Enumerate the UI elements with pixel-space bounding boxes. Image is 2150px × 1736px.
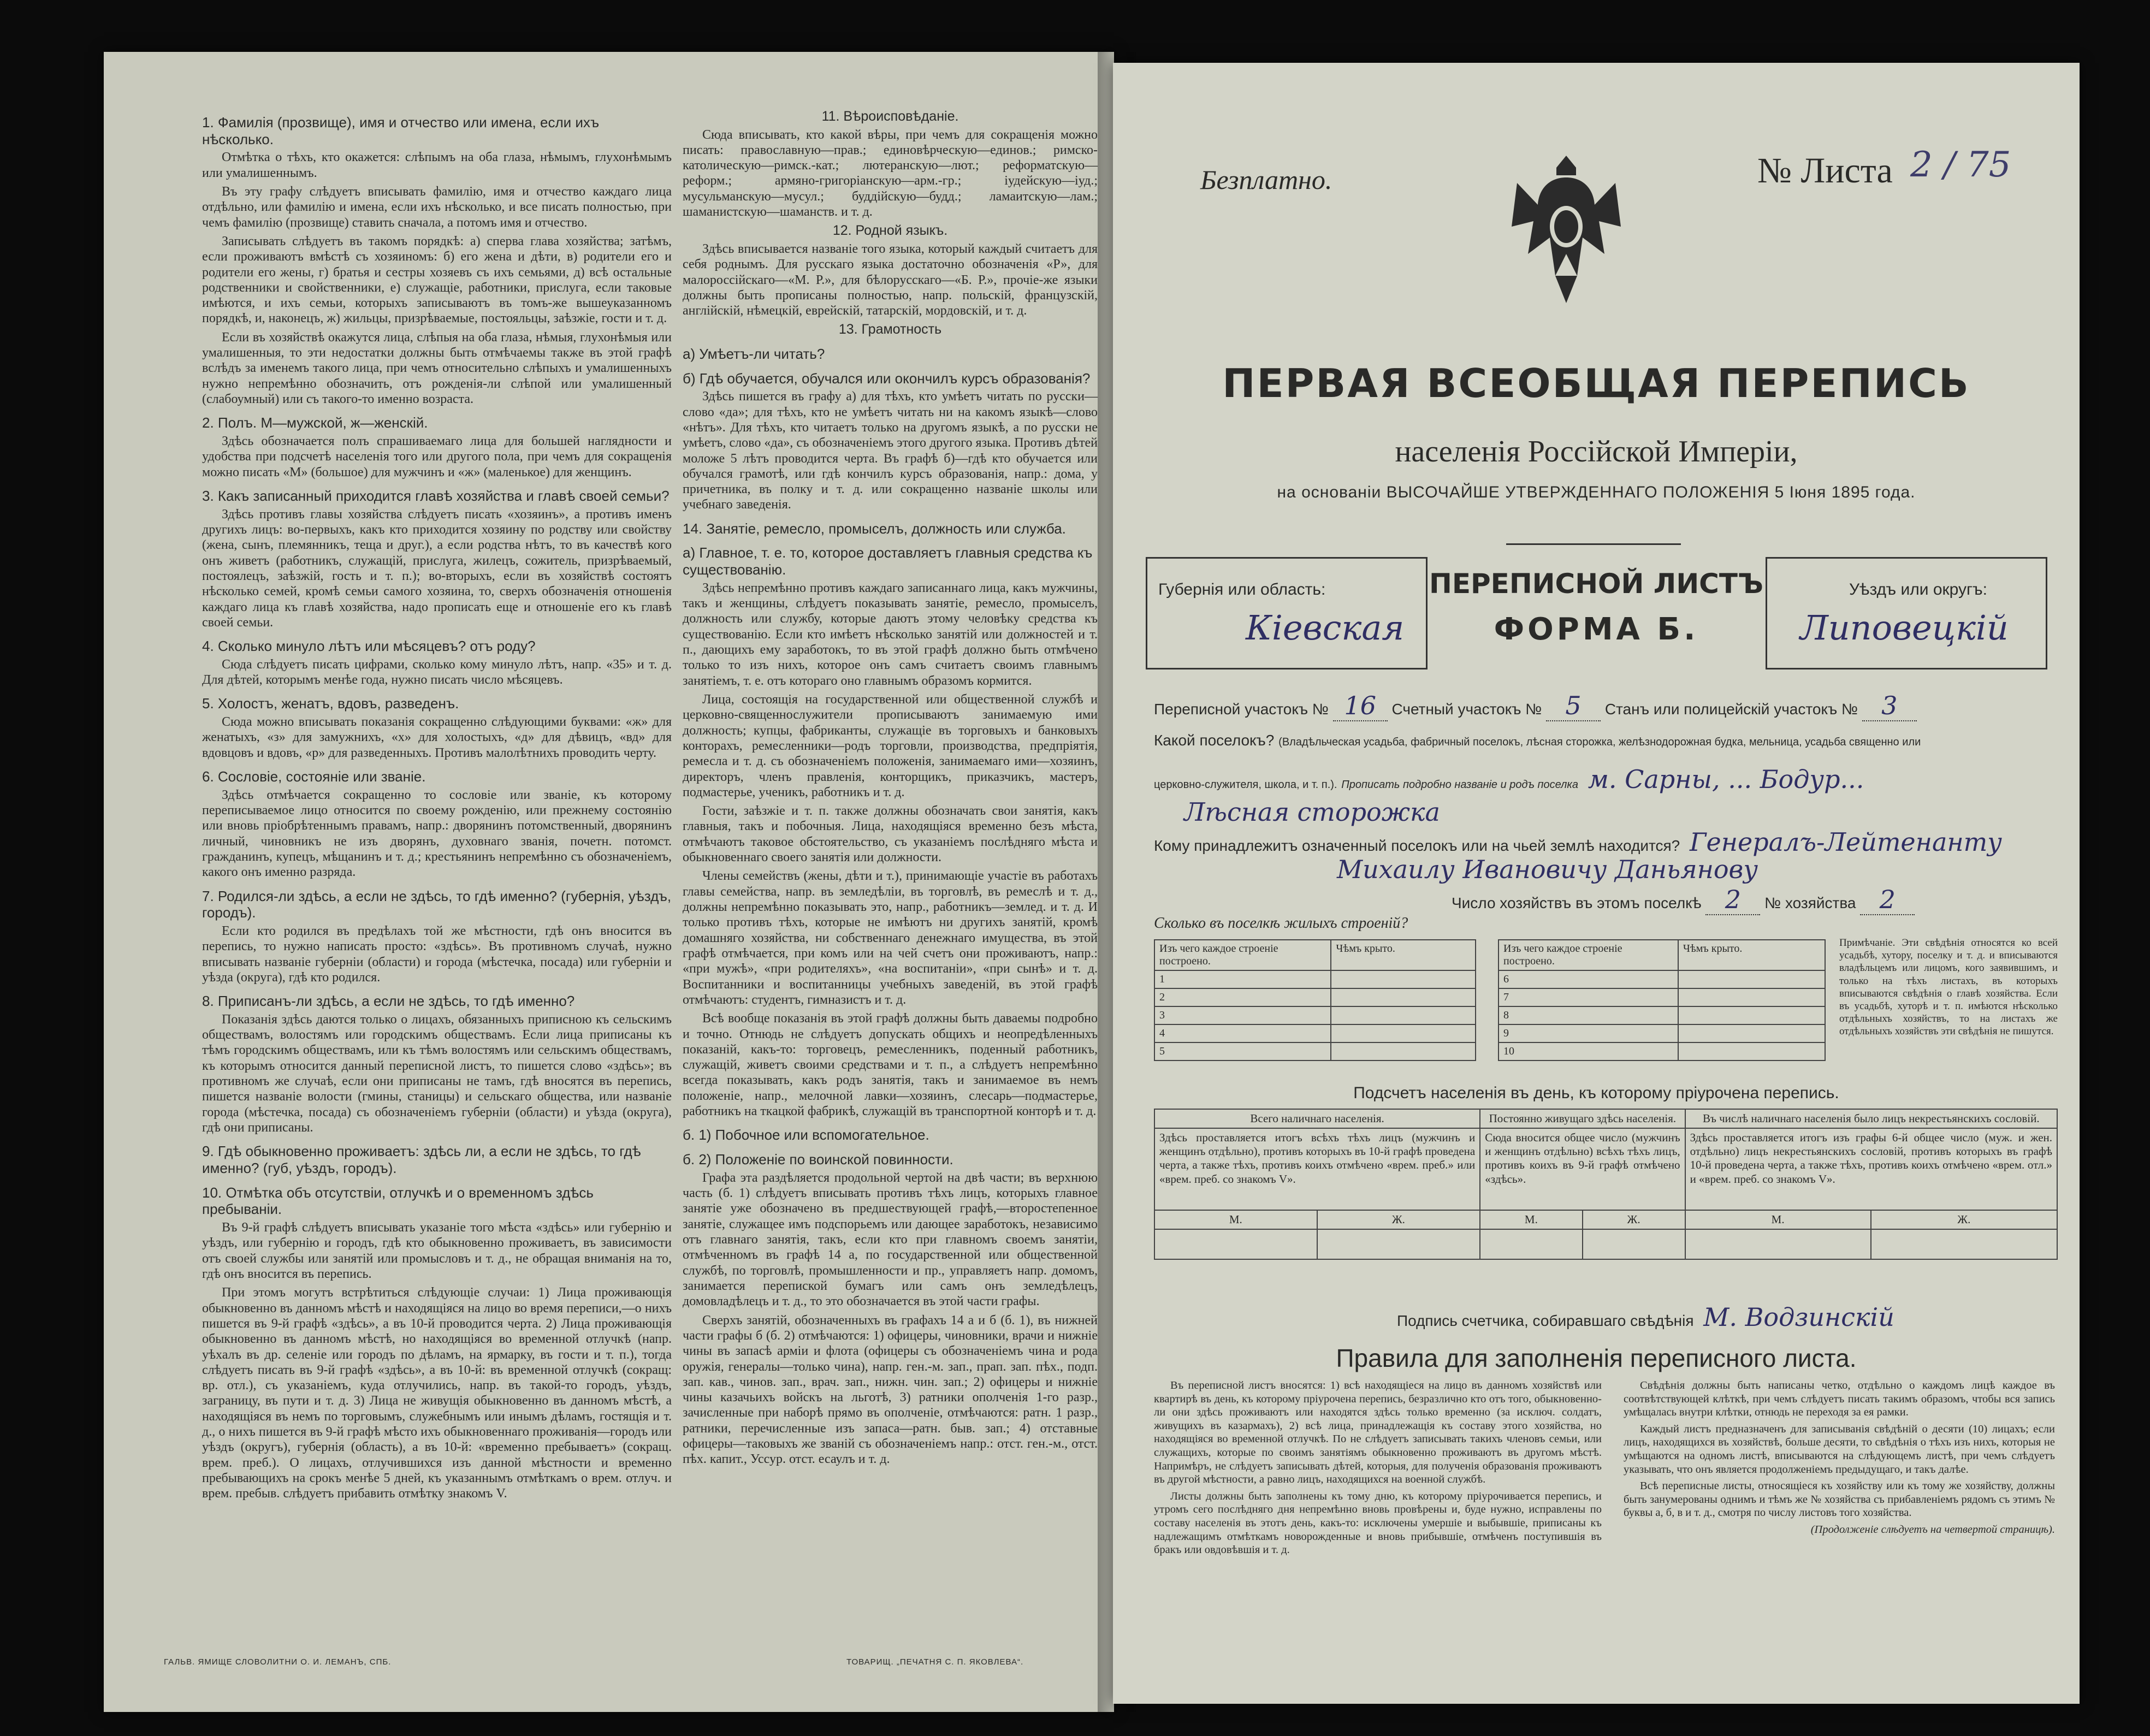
rules-column-2 [1624,1379,2055,1540]
left-page [104,52,1114,1712]
paragraph: Члены семействъ (жены, дѣти и т.), принимающіе участіе въ работахъ главы семейства, напр. въ земледѣліи, въ торговлѣ, въ ремеслѣ и т. д., должны непремѣнно показывать это, напр., работникъ—землед. и т. д. И только противъ тѣхъ, которые не имѣютъ ни другихъ занятій, кромѣ домашняго хозяйства, ни собственнаго денежнаго имущества, въ этой графѣ отмѣчается, при комъ или на чей счетъ они проживаютъ, напр.: «при мужѣ», «при родителяхъ», «на воспитаніи», «при сынѣ» и т. д. Воспитанники и воспитанницы учебныхъ заведеній, въ этой графѣ отмѣчаютъ: студентъ, гимназистъ и т. д. [683,869,1098,1007]
continuation-note: (Продолженіе слѣдуетъ на четвертой страницѣ). [1810,1523,2055,1536]
houses-col-roof: Чѣмъ крыто. [1331,940,1476,970]
page-title: ПЕРВАЯ ВСЕОБЩАЯ ПЕРЕПИСЬ [1222,360,1970,406]
count-desc-total: Здѣсь проставляется итогъ всѣхъ тѣхъ лицъ (мужчинъ и женщинъ отдѣльно), противъ которыхъ въ 10-й графѣ проведена черта, а также тѣхъ, противъ коихъ отмѣчено «врем. преб.» или «врем. преб. со знакомъ V». [1154,1128,1480,1210]
household-number-value: 2 [1860,885,1915,915]
count-zh-3: Ж. [1871,1210,2057,1229]
paragraph: Здѣсь отмѣчается сокращенно то сословіе или званіе, къ которому переписываемое лицо относится по своему рожденію, или прежнему состоянію или вновь пріобрѣтеннымъ правамъ, напр.: дворянинъ потомственный, дворянинъ личный, чиновникъ не изъ дворянъ, духовнаго званія, почетн. потомст. гражданинъ, купецъ, мѣщанинъ и т. д.; крестьянинъ непремѣнно съ обозначеніемъ, какого онъ именно разряда. [202,787,672,880]
count-m-2: М. [1480,1210,1582,1229]
rules-paragraph: Листы должны быть заполнены къ тому дню, къ которому пріурочивается перепись, и утромъ сего послѣдняго дня непремѣнно вновь провѣрены и, буде нужно, исправлены по составу населенія въ этотъ день, какъ-то: исключены умершіе и выбывшіе, приписаны къ надлежащимъ отмѣткамъ новорожденные и вновь прибывшіе, отмѣченъ поступившія въ бракъ или овдовѣвшія и т. д. [1154,1490,1602,1556]
form-title: ПЕРЕПИСНОЙ ЛИСТЪ [1429,568,1763,600]
count-m-1: М. [1154,1210,1317,1229]
heading-13b: б) Гдѣ обучается, обучался или окончилъ курсъ образованія? [683,370,1091,387]
settlement-type-note: (Владѣльческая усадьба, фабричный поселокъ, лѣсная сторожка, желѣзнодорожная будка, мельница, усадьба священно или [1278,736,1921,748]
paragraph: Лица, состоящія на государственной или общественной службѣ и церковно-священнослужители прописываютъ занимаемую ими должность; купцы, фабриканты, служащіе въ торговыхъ и банковыхъ конторахъ, ремесленники—родъ торговли, производства, предпріятія, ремесла и т. д. съ обозначеніемъ положенія, занимаемаго ими—хозяинъ, директоръ, членъ правленія, конторщикъ, приказчикъ, мастеръ, подмастерье, ученикъ, работникъ и т. д. [683,692,1098,799]
heading-14a: а) Главное, т. е. то, которое доставляетъ главныя средства къ существованію. [683,544,1093,578]
census-district-row [1154,691,1917,721]
houses-row-9: 9 [1499,1024,1678,1042]
household-number-label: № хозяйства [1764,894,1856,911]
sheet-number-value: 2 / 75 [1910,145,2011,185]
census-district-label: Переписной участокъ № [1154,701,1329,718]
census-district-value: 16 [1333,691,1388,721]
houses-row-7: 7 [1499,988,1678,1006]
signature-value: М. Водзинскій [1703,1302,1894,1332]
page-subtitle-2: на основаніи ВЫСОЧАЙШЕ УТВЕРЖДЕННАГО ПОЛОЖЕНІЯ 5 Іюня 1895 года. [1277,483,1916,501]
sub-heading-b2: б. 2) Положеніе по воинской повинности. [683,1151,953,1168]
count-m-3: М. [1685,1210,1871,1229]
heading-7: 7. Родился-ли здѣсь, а если не здѣсь, то гдѣ именно? (губернія, уѣздъ, городъ). [202,887,672,921]
households-count-value: 2 [1705,885,1760,915]
houses-table-left [1154,939,1476,1061]
heading-14: 14. Занятіе, ремесло, промыселъ, должность или служба. [683,520,1066,537]
sub-heading-b1: б. 1) Побочное или вспомогательное. [683,1127,929,1143]
houses-col-material: Изъ чего каждое строеніе построено. [1154,940,1331,970]
counting-district-value: 5 [1546,691,1601,721]
instructions-column-2 [683,106,1098,1471]
police-district-label: Станъ или полицейскій участокъ № [1604,701,1858,718]
heading-6: 6. Сословіе, состояніе или званіе. [202,768,426,785]
guberniya-label: Губернія или область: [1158,580,1326,599]
houses-row-4: 4 [1154,1024,1331,1042]
right-page [1113,63,2080,1704]
owner-label: Кому принадлежитъ означенный поселокъ или на чьей землѣ находится? [1154,837,1680,854]
uezd-label: Уѣздъ или округъ: [1849,580,1988,599]
paragraph: Здѣсь противъ главы хозяйства слѣдуетъ писать «хозяинъ», а противъ именъ другихъ лицъ: во-первыхъ, какъ кто приходится хозяину по родству или свойству (жена, сынъ, племянникъ, теща и друг.), а если родства нѣтъ, то въ качествѣ кого онъ живетъ (работникъ, служащій, прислуга, жилецъ, сожитель, призрѣваемый, постоялецъ, заѣзжій, гость и т. п.); во-вторыхъ, если въ хозяйствѣ состоятъ нѣсколько семей, кромѣ семьи самого хозяина, то, сверхъ обозначенія отношенія каждаго лица къ главѣ хозяйства, надо прописать еще и отношеніе его къ главѣ своей семьи. [202,507,672,630]
houses-note: Примѣчаніе. Эти свѣдѣнія относятся ко всей усадьбѣ, хутору, поселку и т. д. и вписываются владѣльцемъ или лицомъ, кого заявившимъ, и только на тѣхъ листахъ, въ которыхъ вписываются свѣдѣнія о главѣ хозяйства. Если въ усадьбѣ, хуторѣ и т. п. имѣются нѣсколько отдѣльныхъ хозяйствъ, то на листахъ же отдѣльныхъ хозяйствъ эти свѣдѣнія не пишутся. [1839,937,2058,1038]
houses-row-8: 8 [1499,1006,1678,1024]
heading-3: 3. Какъ записанный приходится главѣ хозяйства и главѣ своей семьи? [202,487,670,504]
paragraph: Здѣсь обозначается полъ спрашиваемаго лица для большей наглядности и удобства при подсчетѣ населенія того или другого пола, при чемъ для сокращенія можно писать «М» (большое) для мужчинъ и «ж» (маленькое) для женщинъ. [202,434,672,479]
count-desc-non-peasant: Здѣсь проставляется итогъ изъ графы 6-й общее число (муж. и жен. отдѣльно) лицъ некрестьянскихъ сословій, противъ которыхъ въ графѣ 10-й проведена черта, а также тѣхъ, противъ коихъ отмѣчено «врем. отл.» и «врем. преб. со знакомъ V». [1685,1128,2057,1210]
heading-4: 4. Сколько минуло лѣтъ или мѣсяцевъ? отъ роду? [202,638,536,655]
paragraph: Сюда слѣдуетъ писать цифрами, сколько кому минуло лѣтъ, напр. «35» и т. д. Для дѣтей, которымъ менѣе года, нужно писать число мѣсяцевъ. [202,657,672,688]
paragraph: Сверхъ занятій, обозначенныхъ въ графахъ 14 а и б (б. 1), въ нижней части графы б (б. 2) отмѣчаются: 1) офицеры, чиновники, врачи и нижніе чины въ запасѣ арміи и флота (офицеры съ обозначеніемъ чина и рода оружія, генералы—только чина), напр. ген.-м. зап., прап. зап. пѣх., подп. зап. кав., чинов. зап., врач. зап., нижн. чин. зап.; 2) офицеры и нижніе чины казачьихъ войскъ на льготѣ, 3) ратники ополченія 1-го разр., зачисленные при наборѣ прямо въ ополченіе, отмѣчаются: ратн. 1 разр., ратники, перечисленные изъ запаса—ратн. быв. зап.; 4) отставные офицеры—таковыхъ же званій съ обозначеніемъ напр.: отст. ген.-м., отст. пѣх. капит., Уссур. отст. есаулъ и т. д. [683,1313,1098,1467]
houses-question: Сколько въ поселкѣ жилыхъ строеній? [1154,915,1408,932]
imperial-eagle-icon [1495,145,1637,309]
population-count-table [1154,1109,2058,1260]
paragraph: Если въ хозяйствѣ окажутся лица, слѣпыя на оба глаза, нѣмыя, глухонѣмыя или умалишенныя, то эти недостатки должны быть отмѣчаемы также въ этой графѣ вслѣдъ за именемъ такого лица, при чемъ относительно слѣпыхъ и умалишенныхъ нужно непремѣнно обозначить, отъ рожденія-ли слѣпой или умалишенный (слабоумный) или съ такого-то именно возраста. [202,330,672,407]
heading-1-sub: Отмѣтка о тѣхъ, кто окажется: слѣпымъ на оба глаза, нѣмымъ, глухонѣмымъ или умалишеннымъ. [202,150,672,180]
houses-row-6: 6 [1499,970,1678,988]
owner-value-2: Михаилу Ивановичу Даньянову [1337,855,1758,884]
settlement-name-label: Прописать подробно названіе и родъ поселка [1341,779,1578,791]
paragraph: Гости, заѣзжіе и т. п. также должны обозначать свои занятія, какъ главныя, такъ и побочныя. Лица, находящіяся временно безъ мѣста, отмѣчаютъ таковое обстоятельство, съ указаніемъ послѣдняго мѣста и обыкновеннаго своего занятія или должности. [683,804,1098,865]
owner-row [1154,827,2007,857]
paragraph: Всѣ вообще показанія въ этой графѣ должны быть даваемы подробно и точно. Отнюдь не слѣдуетъ допускать общихъ и неопредѣленныхъ показаній, какъ-то: торговецъ, ремесленникъ, поденный работникъ, служащій, живетъ своими средствами и т. п., а слѣдуетъ непремѣнно всегда показывать, какъ родъ занятія, такъ и занимаемое въ немъ положеніе, напр., мелочной лавки—хозяинъ, слесарь—подмастерье, работникъ на ткацкой фабрикѣ, служащій въ транспортной конторѣ и т. д. [683,1011,1098,1119]
counting-district-label: Счетный участокъ № [1391,701,1542,718]
houses-col-material-2: Изъ чего каждое строеніе построено. [1499,940,1678,970]
heading-10: 10. Отмѣтка объ отсутствіи, отлучкѣ и о временномъ здѣсь пребываніи. [202,1184,594,1218]
paragraph: Если кто родился въ предѣлахъ той же мѣстности, гдѣ онъ вносится въ перепись, то нужно написать просто: «здѣсь». Въ противномъ случаѣ, нужно вписывать названіе губерніи (области) и города (мѣстечка, посада) или губерніи и уѣзда (округа), гдѣ кто родился. [202,923,672,985]
houses-row-10: 10 [1499,1042,1678,1060]
owner-value: Генералъ-Лейтенанту [1690,827,2002,857]
settlement-name-row-2 [1178,797,1446,827]
settlement-type-label: Какой поселокъ? [1154,732,1275,749]
heading-1: 1. Фамилія (прозвище), имя и отчество или имена, если ихъ нѣсколько. [202,114,600,147]
houses-col-roof-2: Чѣмъ крыто. [1678,940,1825,970]
settlement-name-row [1154,765,1869,794]
count-zh-2: Ж. [1583,1210,1685,1229]
rules-title: Правила для заполненія переписного листа. [1336,1344,1857,1372]
owner-row-2 [1331,855,1763,884]
count-desc-resident: Сюда вносится общее число (мужчинъ и женщинъ отдѣльно) всѣхъ тѣхъ лицъ, противъ коихъ въ 9-й графѣ отмѣчено «здѣсь». [1480,1128,1685,1210]
houses-row-3: 3 [1154,1006,1331,1024]
heading-11: 11. Вѣроисповѣданіе. [821,109,959,124]
divider [1506,543,1681,545]
paragraph: При этомъ могутъ встрѣтиться слѣдующіе случаи: 1) Лица проживающія обыкновенно въ данномъ мѣстѣ и находящіяся на лицо во время переписи,—о нихъ пишется въ 9-й графѣ «здѣсь», а въ 10-й проводится черта. 2) Лица проживающія обыкновенно въ данномъ мѣстѣ, но находящіяся во временной отлучкѣ (напр. уѣхалъ въ др. селеніе или городъ по дѣламъ, на ярмарку, въ гости и т. п.), тогда слѣдуетъ писать въ 9-й графѣ «здѣсь», а въ 10-й: въ временной отлучкѣ (сокращ: вр. отл.), съ указаніемъ, куда отлучились, напр. въ такой-то городъ, уѣздъ, заграницу, въ пути и т. д. 3) Лица не живущія обыкновенно въ данномъ мѣстѣ, а находящіяся въ немъ по торговымъ, служебнымъ или инымъ дѣламъ, гостящія и т. д., о нихъ пишется въ 9-й графѣ мѣсто ихъ обыкновеннаго проживанія—городъ или уѣздъ (округъ), губернія (область), а въ 10-й: «временно пребываетъ» (сокращ. врем. преб.). О лицахъ, отлучившихся изъ данной мѣстности и временно пребывающихъ на срокъ менѣе 5 дней, къ указаннымъ отмѣткамъ о врем. отлуч. и врем. пребыв. слѣдуетъ прибавить отмѣтку знакомъ V. [202,1285,672,1501]
households-row [1452,885,1915,915]
paragraph: Здѣсь вписывается названіе того языка, который каждый считаетъ для себя роднымъ. Для русскаго языка достаточно обозначенія «Р», для малороссійскаго—«М. Р.», для бѣлорусскаго—«Б. Р.», прочіе-же языки должны быть прописаны полностью, напр. польскій, французскій, англійскій, нѣмецкій, еврейскій, татарскій, мордовскій, и т. д. [683,241,1098,318]
houses-row-2: 2 [1154,988,1331,1006]
rules-paragraph: Свѣдѣнія должны быть написаны четко, отдѣльно о каждомъ лицѣ каждое въ соотвѣтствующей клѣткѣ, при чемъ слѣдуетъ писать такимъ образомъ, чтобы вся запись умѣщалась внутри клѣтки, отнюдь не переходя за ея рамки. [1624,1379,2055,1419]
heading-8: 8. Приписанъ-ли здѣсь, а если не здѣсь, то гдѣ именно? [202,993,575,1010]
count-col-resident: Постоянно живущаго здѣсь населенія. [1480,1109,1685,1128]
instructions-column-1 [202,106,672,1505]
printer-credit-left: ГАЛЬВ. ЯМИЩЕ СЛОВОЛИТНИ О. И. ЛЕМАНЪ, СПБ. [164,1657,392,1667]
paragraph: Сюда вписывать, кто какой вѣры, при чемъ для сокращенія можно писать: православную—прав.; единовѣрческую—единов.; римско-католическую—римск.-кат.; лютеранскую—лют.; реформатскую—реформ.; армяно-григоріанскую—арм.-гр.; іудейскую—іуд.; мусульманскую—мусул.; буддійскую—будд.; ламаитскую—лам.; шаманистскую—шаманств. и т. д. [683,127,1098,220]
paragraph: Здѣсь пишется въ графу а) для тѣхъ, кто умѣетъ читать по русски—слово «да»; для тѣхъ, кто не умѣетъ читать ни на какомъ языкѣ—слово «нѣтъ». Для тѣхъ, кто читаетъ только на другомъ языкѣ, а по русски не умѣетъ, слово «да», съ обозначеніемъ этого другого языка. Противъ дѣтей моложе 5 лѣтъ проводится черта. Въ графѣ б)—гдѣ кто обучается или обучался грамотѣ, или гдѣ кончилъ курсъ образованія, напр.: дома, у причетника, въ полку и т. д. или сокращенно названіе школы или учебнаго заведенія. [683,389,1098,512]
houses-table-right [1498,939,1826,1061]
heading-12: 12. Родной языкъ. [832,223,948,239]
sheet-number-label: № Листа [1757,151,1893,191]
heading-13a: а) Умѣетъ-ли читать? [683,345,825,362]
paragraph: Сюда можно вписывать показанія сокращенно слѣдующими буквами: «ж» для женатыхъ, «з» для замужнихъ, «х» для холостыхъ, «д» для дѣвицъ, «вд» для вдовцовъ и вдовъ, «р» для разведенныхъ. Противъ малолѣтнихъ проводить черту. [202,715,672,760]
signature-row [1397,1302,1900,1332]
count-col-non-peasant: Въ числѣ наличнаго населенія было лицъ некрестьянскихъ сословій. [1685,1109,2057,1128]
signature-label: Подпись счетчика, собиравшаго свѣдѣнія [1397,1312,1694,1329]
population-count-heading: Подсчетъ населенія въ день, къ которому пріурочена перепись. [1353,1084,1839,1102]
free-label: Безплатно. [1200,164,1332,195]
rules-column-1 [1154,1379,1602,1560]
page-subtitle: населенія Россійской Имперіи, [1395,435,1798,469]
rules-paragraph: Каждый листъ предназначенъ для записыванія свѣдѣній о десяти (10) лицахъ; если лицъ, находящихся въ хозяйствѣ, больше десяти, то свѣдѣнія о тѣхъ изъ нихъ, которыя не умѣщаются на одномъ листѣ, вписываются на слѣдующемъ листѣ, при чемъ слѣдуетъ указывать, что онъ является продолженіемъ предыдущаго, и такъ далѣе. [1624,1423,2055,1476]
uezd-value: Липовецкій [1800,608,2009,648]
heading-2: 2. Полъ. М—мужской, ж—женскій. [202,414,428,431]
settlement-type-row [1154,732,1921,749]
guberniya-value: Кіевская [1246,608,1405,648]
heading-9: 9. Гдѣ обыкновенно проживаетъ: здѣсь ли, а если не здѣсь, то гдѣ именно? (губ, уѣздъ, городъ). [202,1143,641,1177]
paragraph: Въ эту графу слѣдуетъ вписывать фамилію, имя и отчество каждаго лица отдѣльно, или фамилію и имена, если ихъ нѣсколько, и все писать полностью, при чемъ фамилію (прозвище) ставить сначала, а потомъ имя и отчество. [202,184,672,230]
rules-paragraph: Въ переписной листъ вносятся: 1) всѣ находящіеся на лицо въ данномъ хозяйствѣ или квартирѣ въ день, къ которому пріурочена перепись, безразлично кто отъ того, обыкновенно-ли они здѣсь проживаютъ или находятся здѣсь только временно (за исключ. солдатъ, живущихъ въ казармахъ), 2) всѣ лица, принадлежащія къ составу этого хозяйства, но находящіяся во временной отлучкѣ. По не слѣдуетъ записывать такихъ членовъ семьи, или служащихъ, которые по своимъ занятіямъ обыкновенно проживаютъ въ другомъ мѣстѣ. Напримѣръ, не слѣдуетъ записывать дѣтей, которыя, для полученія образованія проживаютъ въ другой мѣстности, а равно лицъ, находящихся на военной службѣ. [1154,1379,1602,1486]
count-col-total: Всего наличнаго населенія. [1154,1109,1480,1128]
paragraph: Въ 9-й графѣ слѣдуетъ вписывать указаніе того мѣста «здѣсь» или губернію и уѣздъ, или губернію и городъ, гдѣ кто обыкновенно проживаетъ, въ зависимости отъ своей службы или занятій или промысловъ и т. д., не обращая вниманія на то, гдѣ онъ вносится въ перепись. [202,1220,672,1281]
houses-row-5: 5 [1154,1042,1331,1060]
heading-13: 13. Грамотность [838,322,942,337]
form-subtitle: ФОРМА Б. [1494,612,1699,647]
households-count-label: Число хозяйствъ въ этомъ поселкѣ [1452,894,1702,911]
uezd-box [1766,557,2047,669]
count-zh-1: Ж. [1317,1210,1480,1229]
paragraph: Показанія здѣсь даются только о лицахъ, обязанныхъ приписною къ сельскимъ обществамъ, волостямъ или городскимъ обществамъ. Если лица приписаны къ тѣмъ городскимъ обществамъ, или къ тѣмъ волостямъ или сельскимъ обществамъ, къ которымъ относится данный переписной листъ, то пишется слово «здѣсь»; въ противномъ же случаѣ, если они приписаны не тамъ, гдѣ вносятся въ перепись, пишется названіе волости (гмины, станицы) и сельскаго общества, или названіе города (мѣстечка, посада) съ обозначеніемъ губерніи (области) и уѣзда (округа), гдѣ они приписаны. [202,1012,672,1135]
settlement-name-value: м. Сарны, ... Бодур... [1588,765,1864,794]
paragraph: Здѣсь непремѣнно противъ каждаго записаннаго лица, какъ мужчины, такъ и женщины, слѣдуетъ показывать занятіе, ремесло, промыселъ, должность или службу, которые даютъ этому человѣку средства къ существованію. Если кто имѣетъ нѣсколько занятій или должностей и т. п., дающихъ ему заработокъ, то въ этой графѣ должно быть отмѣчено только то изъ нихъ, которое онъ самъ считаетъ своимъ главнымъ занятіемъ, т. е. отъ котораго оно главнымъ образомъ кормится. [683,580,1098,688]
printer-credit-right: ТОВАРИЩ. „ПЕЧАТНЯ С. П. ЯКОВЛЕВА“. [846,1657,1024,1667]
rules-paragraph: Всѣ переписные листы, относящіеся къ хозяйству или къ тому же хозяйству, должны быть занумерованы однимъ и тѣмъ же № хозяйства съ прибавленіемъ рядомъ съ этимъ № буквы а, б, в и т. д., смотря по числу листовъ того хозяйства. [1624,1480,2055,1519]
police-district-value: 3 [1862,691,1917,721]
houses-row-1: 1 [1154,970,1331,988]
paragraph: Записывать слѣдуетъ въ такомъ порядкѣ: а) сперва глава хозяйства; затѣмъ, если проживаютъ вмѣстѣ съ хозяиномъ: б) его жена и дѣти, в) родители его и родители его жены, г) братья и сестры хозяевъ съ ихъ семьями, д) всѣ остальные родственники и свойственники, е) служащіе, работники, прислуга, если таковые имѣются, и ихъ семьи, которыхъ записываютъ въ томъ-же вышеуказанномъ порядкѣ, и, наконецъ, ж) жильцы, призрѣваемые, постояльцы, заѣзжіе, гости и т. д. [202,234,672,326]
paragraph: Графа эта раздѣляется продольной чертой на двѣ части; въ верхнюю часть (б. 1) слѣдуетъ вписывать противъ тѣхъ лицъ, которыхъ главное занятіе уже обозначено въ предшествующей графѣ,—второстепенное занятіе, служащее имъ подспорьемъ или дающее заработокъ, независимо отъ главнаго занятія, такъ, если кто при главномъ своемъ занятіи, отмѣченномъ въ графѣ 14 а, по государственной или общественной службѣ, по торговлѣ, промышленности и пр., управляетъ напр. домомъ, занимается перепиской бумагъ или самъ онъ земледѣлецъ, домовладѣлецъ и т. д., то это обозначается въ этой части графы. [683,1170,1098,1309]
heading-5: 5. Холостъ, женатъ, вдовъ, разведенъ. [202,695,459,712]
settlement-name-value-2: Лѣсная сторожка [1184,797,1440,827]
settlement-type-note-2: церковно-служителя, школа, и т. п.). [1154,779,1337,791]
